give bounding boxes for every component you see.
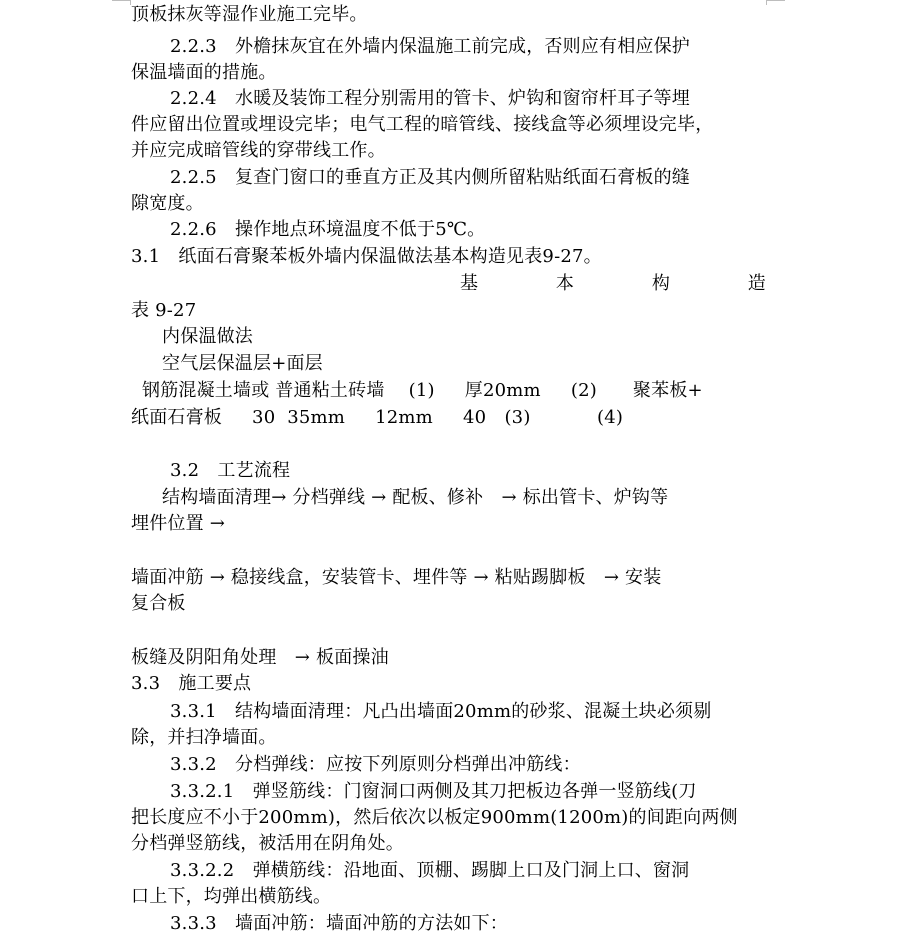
text-line: 隙宽度。 bbox=[131, 193, 204, 214]
text-line: 件应留出位置或埋设完毕；电气工程的暗管线、接线盒等必须埋设完毕， bbox=[131, 114, 714, 135]
text-line: 把长度应不小于200mm)，然后依次以板定900mm(1200m)的间距向两侧 bbox=[131, 807, 738, 828]
table-number: 表 9-27 bbox=[131, 300, 197, 321]
table-row-text: 纸面石膏板 30 35mm 12mm 40 (3) (4) bbox=[131, 407, 624, 428]
text-line: 3.3.2 分档弹线：应按下列原则分档弹出冲筋线： bbox=[170, 754, 581, 775]
section-heading: 3.3 施工要点 bbox=[131, 673, 252, 694]
table-caption bbox=[460, 271, 766, 297]
text-line: 除，并扫净墙面。 bbox=[131, 727, 277, 748]
table-caption-char: 构 bbox=[651, 273, 671, 294]
section-heading: 3.1 纸面石膏聚苯板外墙内保温做法基本构造见表9-27。 bbox=[131, 246, 602, 267]
section-heading: 3.2 工艺流程 bbox=[170, 460, 291, 481]
flow-line: 板缝及阴阳角处理 → 板面操油 bbox=[131, 647, 389, 668]
table-caption-char: 基 bbox=[460, 273, 479, 294]
text-line: 3.3.3 墙面冲筋：墙面冲筋的方法如下： bbox=[170, 913, 508, 934]
text-line: 顶板抹灰等湿作业施工完毕。 bbox=[131, 4, 368, 25]
text-line: 口上下，均弹出横筋线。 bbox=[131, 886, 332, 907]
text-line: 2.2.3 外檐抹灰宜在外墙内保温施工前完成，否则应有相应保护 bbox=[170, 36, 690, 57]
text-line: 3.3.2.1 弹竖筋线：门窗洞口两侧及其刀把板边各弹一竖筋线(刀 bbox=[170, 781, 697, 802]
flow-line: 结构墙面清理→ 分档弹线 → 配板、修补 → 标出管卡、炉钩等 bbox=[162, 487, 669, 508]
table-header: 空气层保温层+面层 bbox=[162, 353, 323, 374]
text-line: 分档弹竖筋线，被活用在阴角处。 bbox=[131, 833, 404, 854]
text-line: 2.2.6 操作地点环境温度不低于5℃。 bbox=[170, 219, 486, 240]
flow-line: 埋件位置 → bbox=[131, 513, 226, 534]
flow-line: 复合板 bbox=[131, 593, 186, 614]
text-line: 并应完成暗管线的穿带线工作。 bbox=[131, 140, 386, 161]
table-header: 内保温做法 bbox=[162, 326, 253, 347]
text-line: 2.2.4 水暖及装饰工程分别需用的管卡、炉钩和窗帘杆耳子等埋 bbox=[170, 88, 690, 109]
text-line: 3.3.1 结构墙面清理：凡凸出墙面20mm的砂浆、混凝土块必须剔 bbox=[170, 701, 712, 722]
text-line: 3.3.2.2 弹横筋线：沿地面、顶棚、踢脚上口及门洞上口、窗洞 bbox=[170, 860, 690, 881]
table-caption-char: 本 bbox=[555, 273, 575, 294]
table-row-text: 钢筋混凝土墙或 普通粘土砖墙 (1) 厚20mm (2) 聚苯板+ bbox=[142, 380, 703, 401]
text-line: 保温墙面的措施。 bbox=[131, 62, 277, 83]
text-line: 2.2.5 复查门窗口的垂直方正及其内侧所留粘贴纸面石膏板的缝 bbox=[170, 167, 690, 188]
table-caption-char: 造 bbox=[747, 273, 766, 294]
flow-line: 墙面冲筋 → 稳接线盒，安装管卡、埋件等 → 粘贴踢脚板 → 安装 bbox=[131, 567, 662, 588]
page-corner-mark-left bbox=[112, 0, 131, 5]
